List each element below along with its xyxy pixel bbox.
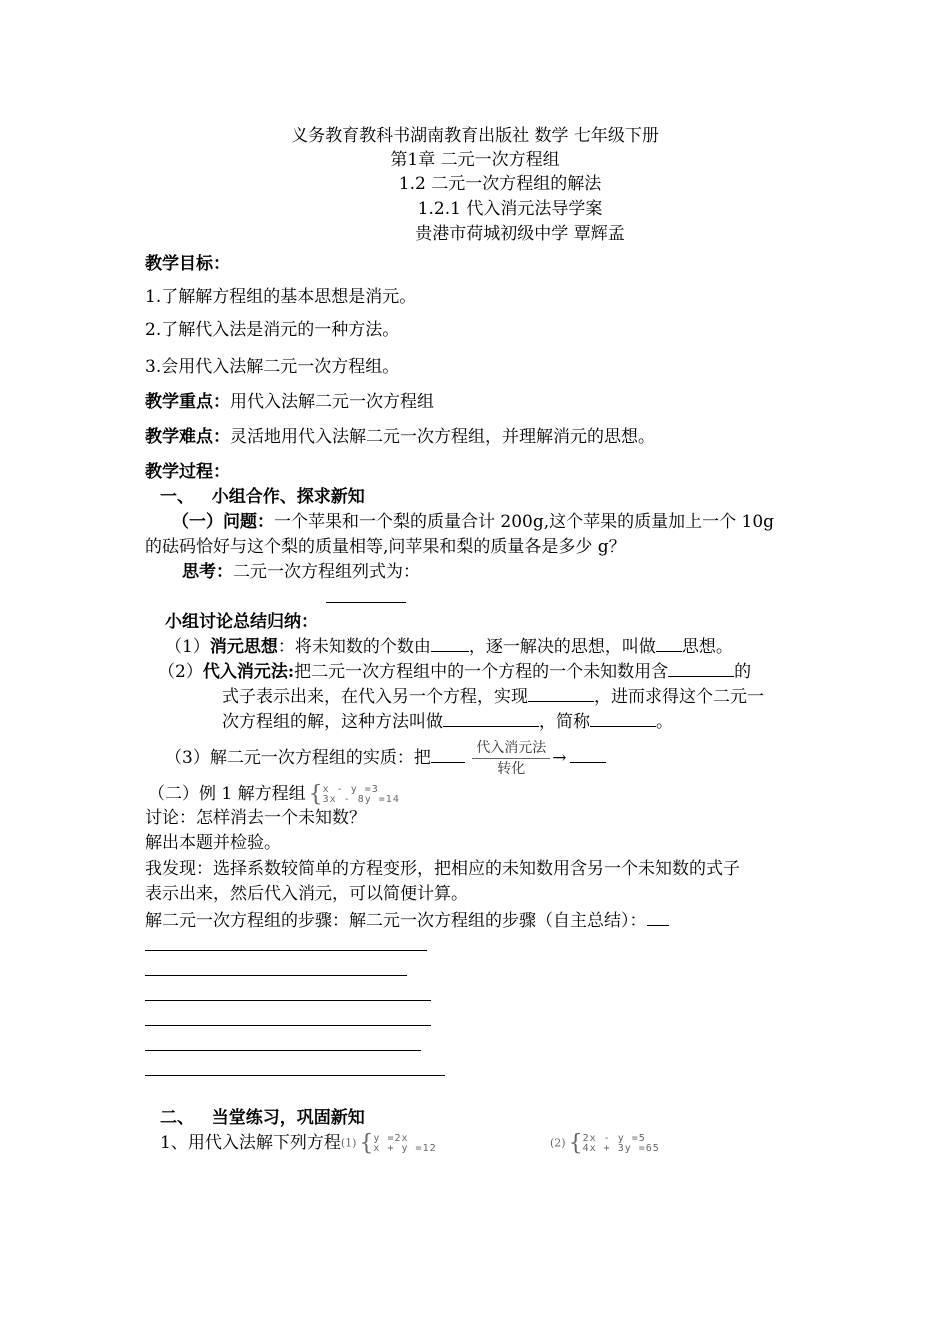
problem-line-1 [172, 510, 774, 534]
answer-line-1[interactable] [145, 950, 427, 951]
item1-label: 消元思想 [209, 637, 278, 657]
key-point-text: 用代入法解二元一次方程组 [230, 392, 434, 412]
blank-item2-d[interactable] [590, 710, 656, 727]
item2-text-a: 把二元一次方程组中的一个方程的一个未知数用含 [294, 662, 669, 682]
key-point-label: 教学重点： [145, 392, 230, 412]
answer-line-5[interactable] [145, 1050, 421, 1051]
process-title: 教学过程： [145, 462, 230, 482]
example-label: （二）例 1 解方程组 [148, 784, 306, 804]
section1-title: 一、 小组合作、探求新知 [160, 487, 365, 507]
p1-eq-2: x + y =12 [373, 1142, 437, 1154]
summary-item-2-line-2 [222, 685, 764, 709]
goal-item-3: 3.会用代入法解二元一次方程组。 [145, 357, 400, 377]
equation-answer-line[interactable] [326, 602, 406, 603]
p2-eq-2: 4x + 3y =65 [582, 1142, 660, 1154]
problem-text-1: 一个苹果和一个梨的质量合计 200g,这个苹果的质量加上一个 10g [274, 512, 775, 532]
summary-item-3 [165, 740, 606, 777]
problem-2-label: (2) [550, 1136, 566, 1150]
blank-steps[interactable] [647, 909, 669, 926]
item2-text-e: 次方程组的解，这种方法叫做 [222, 712, 443, 732]
item1-text-c: 思想。 [681, 637, 733, 657]
header-line-1: 义务教育教科书湖南教育出版社 数学 七年级下册 [291, 126, 659, 146]
think-text: 二元一次方程组列式为： [233, 562, 420, 582]
goal-item-1: 1.了解解方程组的基本思想是消元。 [145, 287, 417, 307]
brace-icon: { [308, 781, 323, 807]
blank-item2-b[interactable] [528, 685, 594, 702]
arrow-bottom-label: 转化 [497, 761, 526, 777]
item2-text-f: ，简称 [539, 712, 590, 732]
problem-label: （一）问题： [172, 512, 274, 532]
item2-text-c: 式子表示出来，在代入另一个方程，实现 [222, 687, 528, 707]
example-1 [148, 782, 400, 806]
p2-eq-1: 2x - y =5 [582, 1132, 646, 1144]
difficulty-text: 灵活地用代入法解二元一次方程组，并理解消元的思想。 [230, 427, 655, 447]
header-section: 1.2 二元一次方程组的解法 [398, 174, 602, 194]
summary-item-1 [165, 635, 733, 659]
header-subsection: 1.2.1 代入消元法导学案 [417, 199, 603, 219]
steps-line [145, 909, 669, 933]
answer-line-3[interactable] [145, 1000, 431, 1001]
summary-item-2-line-1 [158, 660, 751, 684]
goal-item-2: 2.了解代入法是消元的一种方法。 [145, 320, 400, 340]
header-chapter: 第1章 二元一次方程组 [390, 150, 560, 170]
exercise-text: 1、用代入法解下列方程 [160, 1133, 341, 1153]
exercise-1 [160, 1131, 437, 1156]
difficulty-label: 教学难点： [145, 427, 230, 447]
p1-eq-1: y =2x [373, 1132, 409, 1144]
difficulty [145, 425, 655, 449]
header-author: 贵港市荷城初级中学 覃辉孟 [415, 224, 625, 244]
brace-icon: { [568, 1130, 583, 1156]
steps-text: 解二元一次方程组的步骤：解二元一次方程组的步骤（自主总结）： [145, 911, 647, 931]
arrow-top-label: 代入消元法 [472, 740, 550, 759]
answer-line-2[interactable] [145, 975, 407, 976]
item2-text-d: ，进而求得这个二元一 [594, 687, 764, 707]
item1-num: （1） [165, 637, 210, 657]
goals-title: 教学目标： [145, 254, 230, 274]
discuss-line: 讨论：怎样消去一个未知数？ [145, 808, 366, 828]
summary-title: 小组讨论总结归纳： [165, 612, 318, 632]
item2-num: （2） [158, 662, 203, 682]
found-line-1: 我发现：选择系数较简单的方程变形，把相应的未知数用含另一个未知数的式子 [145, 859, 740, 879]
summary-item-2-line-3 [222, 710, 673, 734]
item1-text-a: ：将未知数的个数由 [277, 637, 431, 657]
section2-title: 二、 当堂练习，巩固新知 [160, 1108, 365, 1128]
item2-text-g: 。 [656, 712, 673, 732]
problem-1-system [359, 1130, 437, 1156]
problem-1-label: (1) [340, 1136, 357, 1150]
blank-item1-b[interactable] [656, 635, 682, 652]
exercise-2 [550, 1131, 660, 1156]
example-eq-2: 3x - 8y =14 [322, 793, 400, 805]
found-line-2: 表示出来，然后代入消元，可以简便计算。 [145, 884, 468, 904]
key-point [145, 390, 434, 414]
blank-item3-b[interactable] [570, 746, 606, 763]
problem-2-system [568, 1130, 660, 1156]
answer-line-6[interactable] [145, 1075, 445, 1076]
blank-item2-a[interactable] [668, 660, 734, 677]
blank-item2-c[interactable] [443, 710, 539, 727]
example-eq-1: x - y =3 [322, 783, 379, 795]
item3-text: （3）解二元一次方程组的实质：把 [165, 748, 431, 768]
answer-line-4[interactable] [145, 1025, 431, 1026]
item1-text-b: ，逐一解决的思想，叫做 [468, 637, 656, 657]
solve-line: 解出本题并检验。 [145, 833, 281, 853]
blank-item3-a[interactable] [431, 746, 465, 763]
think-label: 思考： [182, 562, 233, 582]
think-line [182, 560, 420, 584]
item2-text-b: 的 [734, 662, 752, 682]
item2-label: 代入消元法: [202, 662, 295, 682]
problem-line-2: 的砝码恰好与这个梨的质量相等,问苹果和梨的质量各是多少 g？ [145, 537, 626, 557]
example-system [308, 781, 400, 807]
brace-icon: { [359, 1130, 374, 1156]
arrow-icon: → [552, 748, 567, 768]
blank-item1-a[interactable] [431, 635, 469, 652]
arrow-label [472, 740, 550, 777]
